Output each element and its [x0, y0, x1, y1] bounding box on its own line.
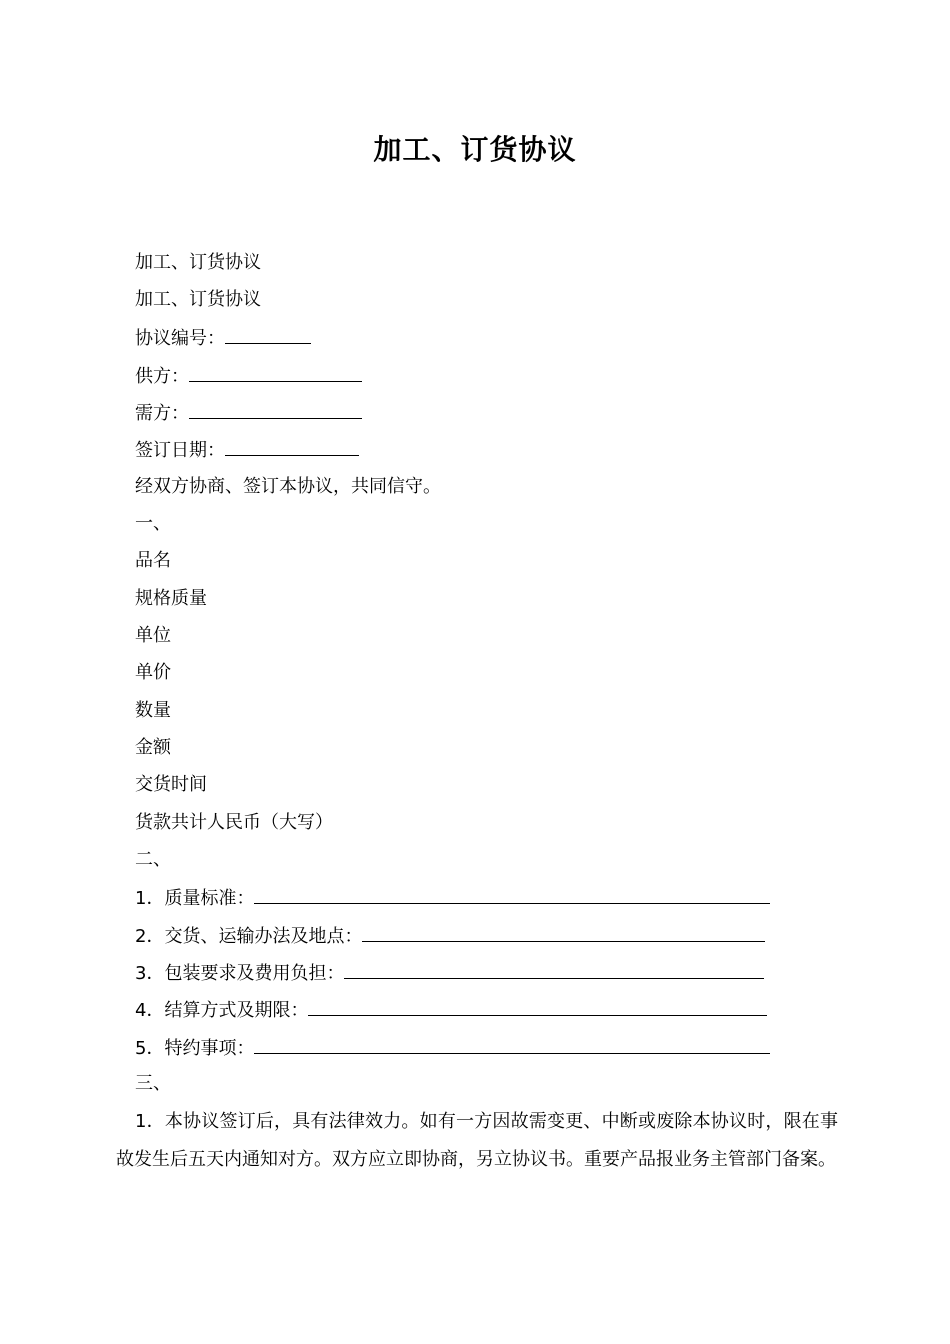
section2-heading: 二、	[135, 849, 171, 870]
intro-text: 经双方协商、签订本协议，共同信守。	[135, 476, 441, 497]
packaging-blank	[344, 960, 764, 979]
special-terms-blank	[254, 1035, 770, 1054]
agreement-no-label: 协议编号：	[135, 328, 225, 349]
sign-date-blank	[225, 437, 359, 456]
packaging-field	[135, 960, 764, 986]
delivery-method-blank	[362, 923, 765, 942]
section1-heading: 一、	[135, 513, 171, 534]
section1-item: 单价	[135, 662, 171, 683]
section1-item: 金额	[135, 737, 171, 758]
special-terms-field	[135, 1035, 770, 1061]
section1-item: 单位	[135, 625, 171, 646]
section1-item: 品名	[135, 550, 171, 571]
section2-item-label: 2．交货、运输办法及地点：	[135, 926, 363, 947]
supplier-field	[135, 363, 362, 389]
section2-item-label: 5．特约事项：	[135, 1038, 255, 1059]
supplier-label: 供方：	[135, 366, 189, 387]
quality-standard-field	[135, 885, 770, 911]
buyer-label: 需方：	[135, 403, 189, 424]
section2-item-label: 3．包装要求及费用负担：	[135, 963, 345, 984]
header-line-2: 加工、订货协议	[135, 289, 261, 310]
delivery-method-field	[135, 923, 765, 949]
section1-item: 数量	[135, 700, 171, 721]
settlement-blank	[308, 997, 767, 1016]
section3-heading: 三、	[135, 1073, 171, 1094]
section2-item-label: 4．结算方式及期限：	[135, 1000, 309, 1021]
supplier-blank	[189, 363, 362, 382]
section1-item: 货款共计人民币（大写）	[135, 812, 333, 833]
sign-date-field	[135, 437, 359, 463]
section1-item: 交货时间	[135, 774, 207, 795]
sign-date-label: 签订日期：	[135, 440, 225, 461]
quality-standard-blank	[254, 885, 770, 904]
section2-item-label: 1．质量标准：	[135, 888, 255, 909]
document-title: 加工、订货协议	[373, 133, 577, 166]
section1-item: 规格质量	[135, 588, 207, 609]
buyer-blank	[189, 400, 362, 419]
agreement-no-field	[135, 325, 311, 351]
settlement-field	[135, 997, 767, 1023]
section3-paragraph: 1．本协议签订后，具有法律效力。如有一方因故需变更、中断或废除本协议时，限在事故发生后五天内通知对方。双方应立即协商，另立协议书。重要产品报业务主管部门备案。	[116, 1111, 838, 1170]
agreement-no-blank	[225, 325, 311, 344]
buyer-field	[135, 400, 362, 426]
header-line-1: 加工、订货协议	[135, 252, 261, 273]
